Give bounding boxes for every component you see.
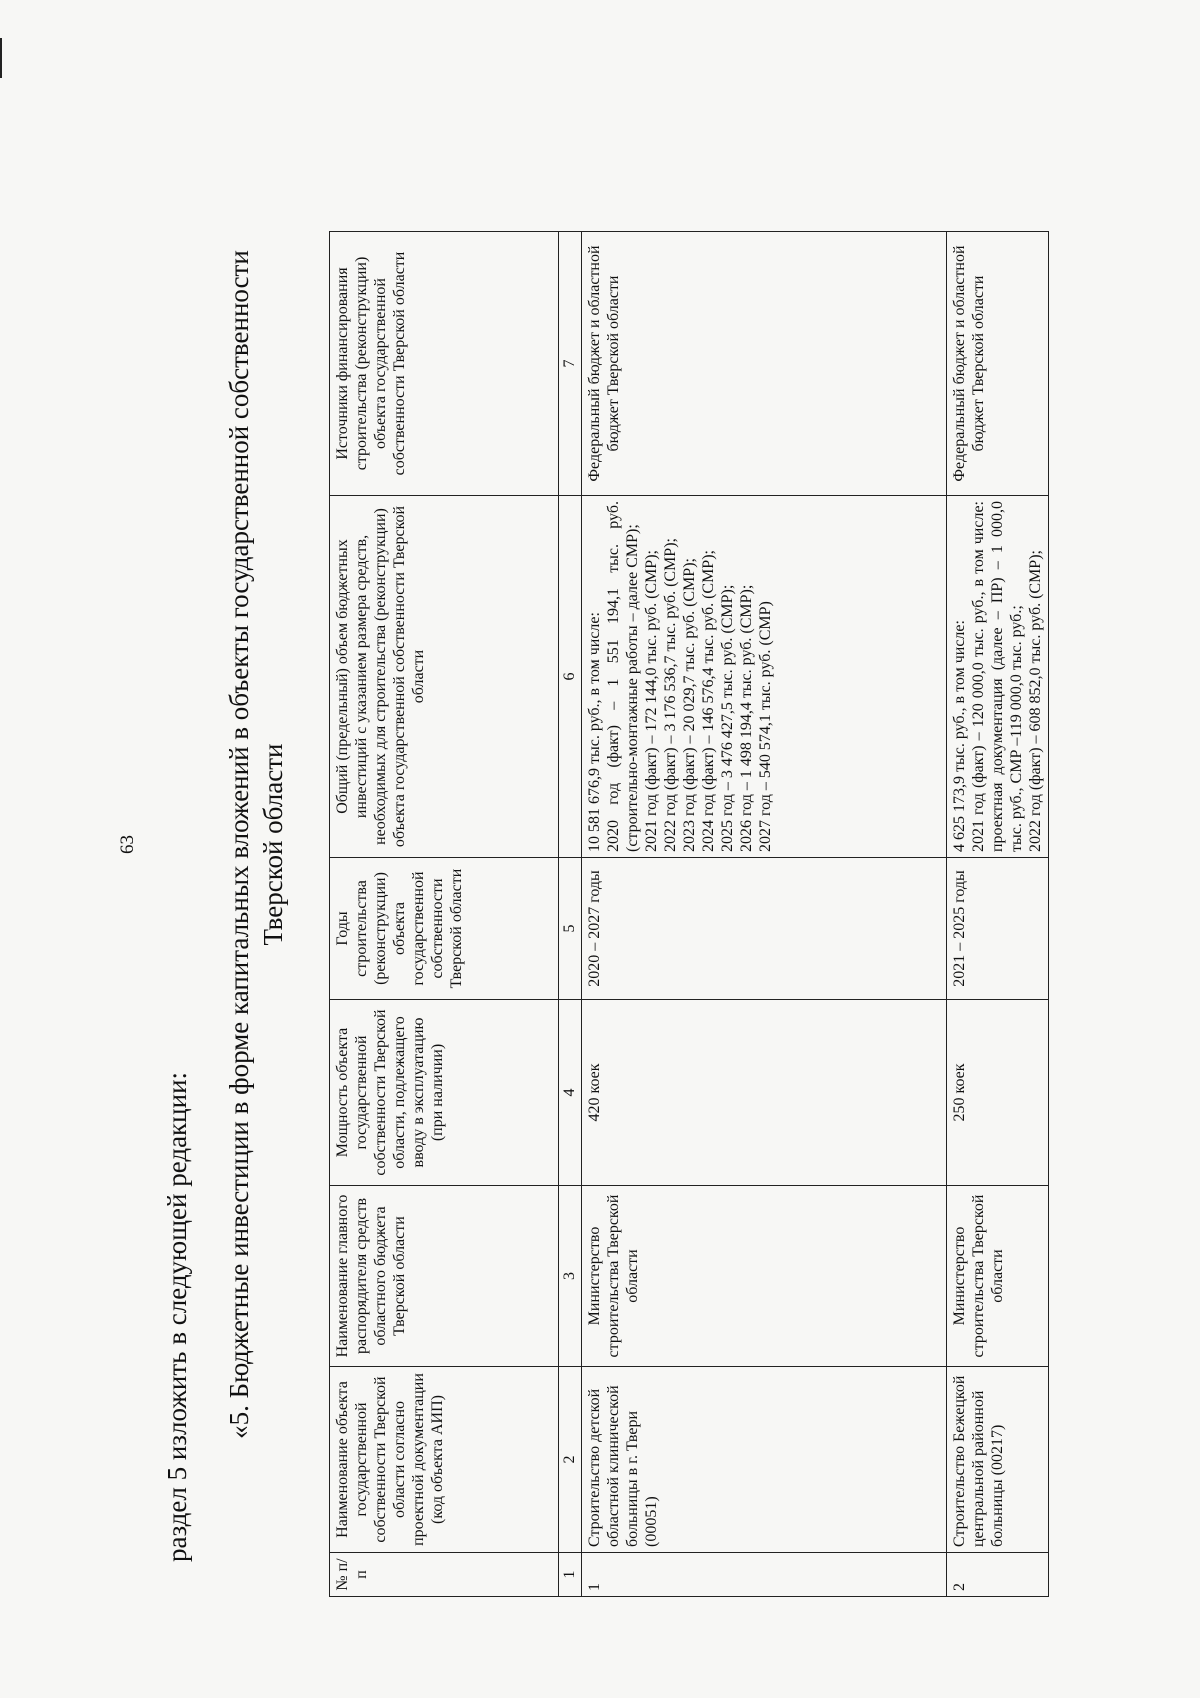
column-number: 1	[559, 1553, 582, 1597]
row-number-cell: 2	[947, 1553, 1049, 1597]
header-cell-sources: Источники финансирования строительства (реконструкции) объекта государственной собственности Тверской области	[330, 232, 559, 496]
column-number-row	[559, 232, 582, 1597]
volume-cell	[947, 496, 1049, 858]
header-row	[330, 232, 559, 1597]
volume-line: 4 625 173,9 тыс. руб., в том числе:	[951, 620, 968, 852]
volume-line: 2023 год (факт) – 20 029,7 тыс. руб. (СМР);	[681, 558, 698, 852]
volume-line: 2022 год (факт) – 608 852,0 тыс. руб. (СМР);	[1027, 550, 1044, 852]
column-number: 4	[559, 1000, 582, 1186]
intro-text: раздел 5 изложить в следующей редакции:	[162, 1071, 192, 1562]
object-name-cell: Строительство Бежецкой центральной районной больницы (00217)	[947, 1367, 1049, 1553]
header-cell-object: Наименование объекта государственной собственности Тверской области согласно проектной документации (код объекта АИП)	[330, 1367, 559, 1553]
section-heading	[222, 72, 290, 1617]
column-number: 3	[559, 1186, 582, 1367]
sources-cell: Федеральный бюджет и областной бюджет Тверской области	[947, 232, 1049, 496]
volume-line: 2021 год (факт) – 120 000,0 тыс. руб., в том числе: проектная документация (далее – ПР) – 1 000,0 тыс. руб., СМР –119 000,0 тыс. руб.;	[970, 501, 1025, 852]
scan-edge-line	[0, 38, 2, 78]
volume-line: 2027 год – 540 574,1 тыс. руб. (СМР)	[757, 601, 774, 852]
years-cell: 2021 – 2025 годы	[947, 858, 1049, 1000]
column-number: 2	[559, 1367, 582, 1553]
header-cell-administrator: Наименование главного распорядителя средств областного бюджета Тверской области	[330, 1186, 559, 1367]
page-number: 63	[117, 835, 138, 854]
investment-table	[329, 231, 1049, 1597]
heading-line-1: «5. Бюджетные инвестиции в форме капитальных вложений в объекты государственной собственности	[224, 250, 254, 1439]
volume-line: 10 581 676,9 тыс. руб., в том числе:	[586, 612, 603, 852]
volume-line: 2026 год – 1 498 194,4 тыс. руб. (СМР);	[738, 584, 755, 852]
volume-line: 2020 год (факт) – 1 551 194,1 тыс. руб. (строительно-монтажные работы – далее СМР);	[605, 501, 641, 852]
volume-cell	[582, 496, 947, 858]
volume-line: 2021 год (факт) – 172 144,0 тыс. руб. (СМР);	[643, 550, 660, 852]
volume-line: 2022 год (факт) – 3 176 536,7 тыс. руб. (СМР);	[662, 538, 679, 852]
table-row	[582, 232, 947, 1597]
header-cell-number: № п/п	[330, 1553, 559, 1597]
heading-line-2: Тверской области	[258, 743, 288, 946]
row-number-cell: 1	[582, 1553, 947, 1597]
column-number: 6	[559, 496, 582, 858]
administrator-cell: Министерство строительства Тверской области	[582, 1186, 947, 1367]
volume-line: 2025 год – 3 476 427,5 тыс. руб. (СМР);	[719, 584, 736, 852]
table-row	[947, 232, 1049, 1597]
rotated-content	[54, 72, 1084, 1617]
header-cell-volume: Общий (предельный) объем бюджетных инвестиций с указанием размера средств, необходимых для строительства (реконструкции) объекта государственной собственности Тверской области	[330, 496, 559, 858]
object-name-cell: Строительство детской областной клинической больницы в г. Твери (00051)	[582, 1367, 947, 1553]
years-cell: 2020 – 2027 годы	[582, 858, 947, 1000]
volume-line: 2024 год (факт) – 146 576,4 тыс. руб. (СМР);	[700, 550, 717, 852]
sources-cell: Федеральный бюджет и областной бюджет Тверской области	[582, 232, 947, 496]
header-cell-years: Годы строительства (реконструкции) объекта государственной собственности Тверской области	[330, 858, 559, 1000]
capacity-cell: 250 коек	[947, 1000, 1049, 1186]
column-number: 7	[559, 232, 582, 496]
capacity-cell: 420 коек	[582, 1000, 947, 1186]
column-number: 5	[559, 858, 582, 1000]
administrator-cell: Министерство строительства Тверской области	[947, 1186, 1049, 1367]
header-cell-capacity: Мощность объекта государственной собственности Тверской области, подлежащего вводу в эксплуатацию (при наличии)	[330, 1000, 559, 1186]
